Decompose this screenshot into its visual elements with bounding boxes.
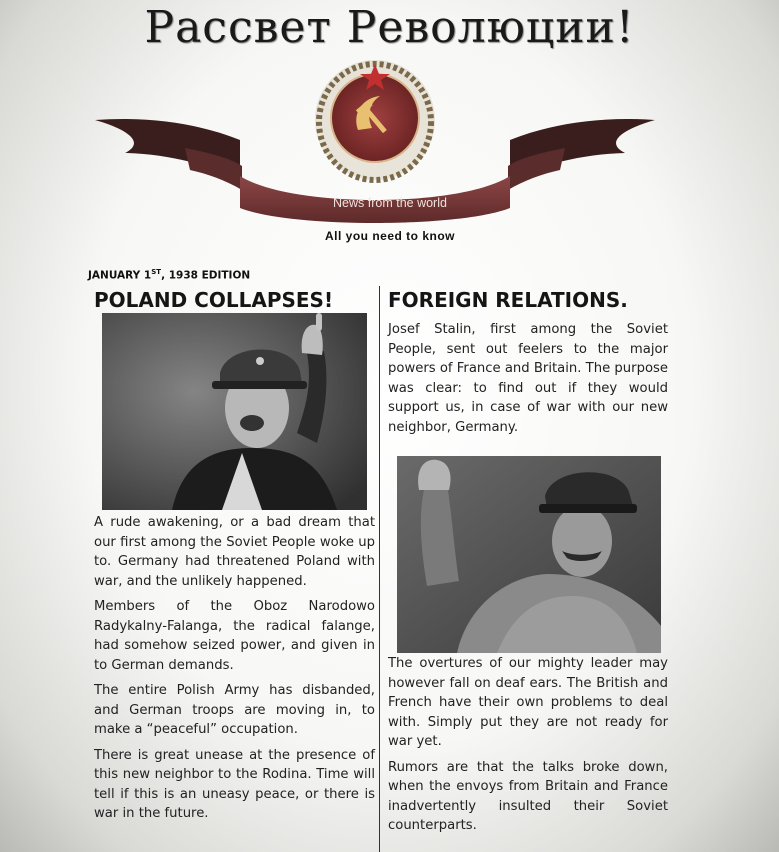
right-article-intro [388, 320, 668, 443]
right-article-body [388, 654, 668, 842]
right-paragraph: Rumors are that the talks broke down, when the envoys from Britain and France inadvertently insulted their Soviet counterparts. [388, 759, 668, 833]
left-paragraph: The entire Polish Army has disbanded, and German troops are moving in, to make a “peaceful” occupation. [94, 683, 375, 737]
masthead-title: Рассвет Революции! [144, 2, 635, 53]
tagline: All you need to know [324, 229, 455, 243]
stalin-photo [397, 456, 661, 653]
goebbels-photo [102, 313, 367, 510]
column-divider [379, 286, 380, 852]
right-intro-paragraph: Josef Stalin, first among the Soviet People, sent out feelers to the major powers of France and Britain. The purpose was clear: to find out if they would support us, in case of war with our new neighbor, Germany. [388, 322, 668, 435]
left-paragraph: A rude awakening, or a bad dream that our first among the Soviet People woke up to. Germany had threatened Poland with war, and the unlikely happened. [94, 515, 375, 589]
right-paragraph: The overtures of our mighty leader may however fall on deaf ears. The British and French have their own problems to deal with. Simply put they are not ready for war yet. [388, 656, 668, 749]
right-headline: FOREIGN RELATIONS. [388, 288, 628, 312]
edition-suffix: , 1938 EDITION [161, 269, 251, 282]
edition-superscript: ST [151, 268, 162, 276]
edition-prefix: JANUARY 1 [88, 269, 152, 282]
left-paragraph: Members of the Oboz Narodowo Radykalny-Falanga, the radical falange, had somehow seized power, and given in to German demands. [94, 599, 375, 673]
left-headline: POLAND COLLAPSES! [94, 288, 334, 312]
left-paragraph: There is great unease at the presence of this new neighbor to the Rodina. Time will tell if this is an uneasy peace, or there is war in the future. [94, 747, 375, 821]
ribbon-text: News from the world [333, 196, 447, 210]
edition-line [88, 268, 250, 282]
left-article-body [94, 513, 375, 830]
